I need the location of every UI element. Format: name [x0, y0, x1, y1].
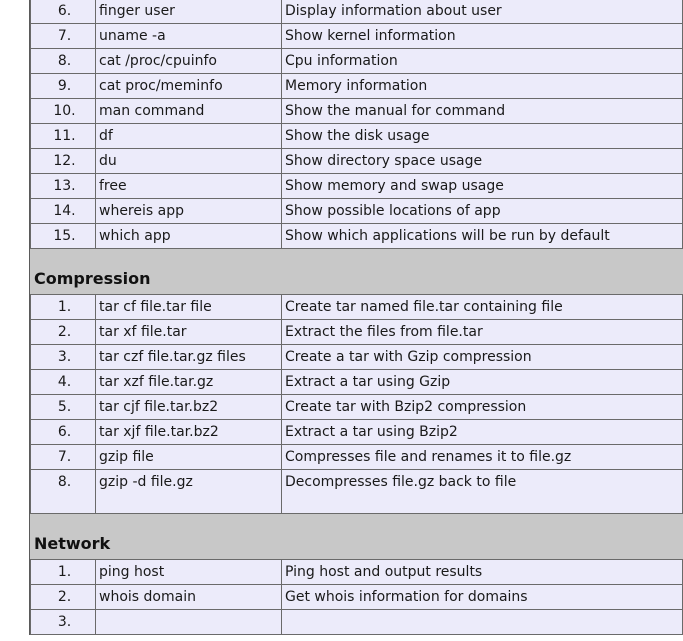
row-description: Show possible locations of app — [282, 199, 683, 224]
row-command: du — [96, 149, 282, 174]
table-row — [31, 24, 683, 49]
row-description: Get whois information for domains — [282, 585, 683, 610]
row-command: tar cf file.tar file — [96, 295, 282, 320]
table-row — [31, 49, 683, 74]
row-number: 11. — [31, 124, 96, 149]
row-command: finger user — [96, 0, 282, 24]
row-command: whereis app — [96, 199, 282, 224]
table-row — [31, 174, 683, 199]
row-number: 2. — [31, 585, 96, 610]
row-number: 8. — [31, 470, 96, 514]
row-command: tar cjf file.tar.bz2 — [96, 395, 282, 420]
row-command: free — [96, 174, 282, 199]
row-number: 7. — [31, 24, 96, 49]
row-command: gzip file — [96, 445, 282, 470]
table-row — [31, 345, 683, 370]
row-number: 3. — [31, 610, 96, 635]
row-number: 1. — [31, 560, 96, 585]
compression-table — [30, 295, 683, 514]
row-number: 12. — [31, 149, 96, 174]
row-description: Extract the files from file.tar — [282, 320, 683, 345]
row-number: 6. — [31, 0, 96, 24]
row-command: df — [96, 124, 282, 149]
row-description: Create tar named file.tar containing file — [282, 295, 683, 320]
table-row — [31, 295, 683, 320]
row-number: 6. — [31, 420, 96, 445]
row-number: 13. — [31, 174, 96, 199]
table-row — [31, 560, 683, 585]
table-row — [31, 470, 683, 514]
table-row — [31, 445, 683, 470]
row-number: 10. — [31, 99, 96, 124]
row-description: Compresses file and renames it to file.gz — [282, 445, 683, 470]
row-description: Show memory and swap usage — [282, 174, 683, 199]
table-row — [31, 320, 683, 345]
table-row — [31, 99, 683, 124]
row-description: Display information about user — [282, 0, 683, 24]
row-command: tar xf file.tar — [96, 320, 282, 345]
table-row — [31, 370, 683, 395]
network-table — [30, 560, 683, 635]
system-info-table — [30, 0, 683, 249]
row-description: Extract a tar using Gzip — [282, 370, 683, 395]
table-row — [31, 420, 683, 445]
row-command: tar xjf file.tar.bz2 — [96, 420, 282, 445]
row-description: Cpu information — [282, 49, 683, 74]
row-number: 4. — [31, 370, 96, 395]
row-description — [282, 610, 683, 635]
row-description: Extract a tar using Bzip2 — [282, 420, 683, 445]
row-command: tar xzf file.tar.gz — [96, 370, 282, 395]
row-number: 5. — [31, 395, 96, 420]
row-description: Create a tar with Gzip compression — [282, 345, 683, 370]
row-description: Show which applications will be run by default — [282, 224, 683, 249]
row-command: man command — [96, 99, 282, 124]
row-number: 3. — [31, 345, 96, 370]
row-number: 7. — [31, 445, 96, 470]
row-number: 1. — [31, 295, 96, 320]
row-command: ping host — [96, 560, 282, 585]
section-header-network — [30, 514, 683, 560]
row-description: Memory information — [282, 74, 683, 99]
row-description: Decompresses file.gz back to file — [282, 470, 683, 514]
table-row — [31, 74, 683, 99]
row-number: 15. — [31, 224, 96, 249]
row-command: cat /proc/cpuinfo — [96, 49, 282, 74]
row-command: whois domain — [96, 585, 282, 610]
row-command — [96, 610, 282, 635]
section-title: Compression — [34, 269, 151, 288]
row-description: Show the manual for command — [282, 99, 683, 124]
row-description: Create tar with Bzip2 compression — [282, 395, 683, 420]
table-row — [31, 199, 683, 224]
section-title: Network — [34, 534, 111, 553]
row-command: tar czf file.tar.gz files — [96, 345, 282, 370]
table-row — [31, 610, 683, 635]
row-description: Ping host and output results — [282, 560, 683, 585]
row-command: gzip -d file.gz — [96, 470, 282, 514]
row-description: Show directory space usage — [282, 149, 683, 174]
command-sheet — [29, 0, 683, 635]
table-row — [31, 224, 683, 249]
table-row — [31, 395, 683, 420]
row-number: 14. — [31, 199, 96, 224]
table-row — [31, 124, 683, 149]
row-command: uname -a — [96, 24, 282, 49]
row-description: Show the disk usage — [282, 124, 683, 149]
row-description: Show kernel information — [282, 24, 683, 49]
row-command: which app — [96, 224, 282, 249]
row-number: 9. — [31, 74, 96, 99]
row-number: 8. — [31, 49, 96, 74]
table-row — [31, 149, 683, 174]
table-row — [31, 0, 683, 24]
table-row — [31, 585, 683, 610]
section-header-compression — [30, 249, 683, 295]
row-command: cat proc/meminfo — [96, 74, 282, 99]
row-number: 2. — [31, 320, 96, 345]
